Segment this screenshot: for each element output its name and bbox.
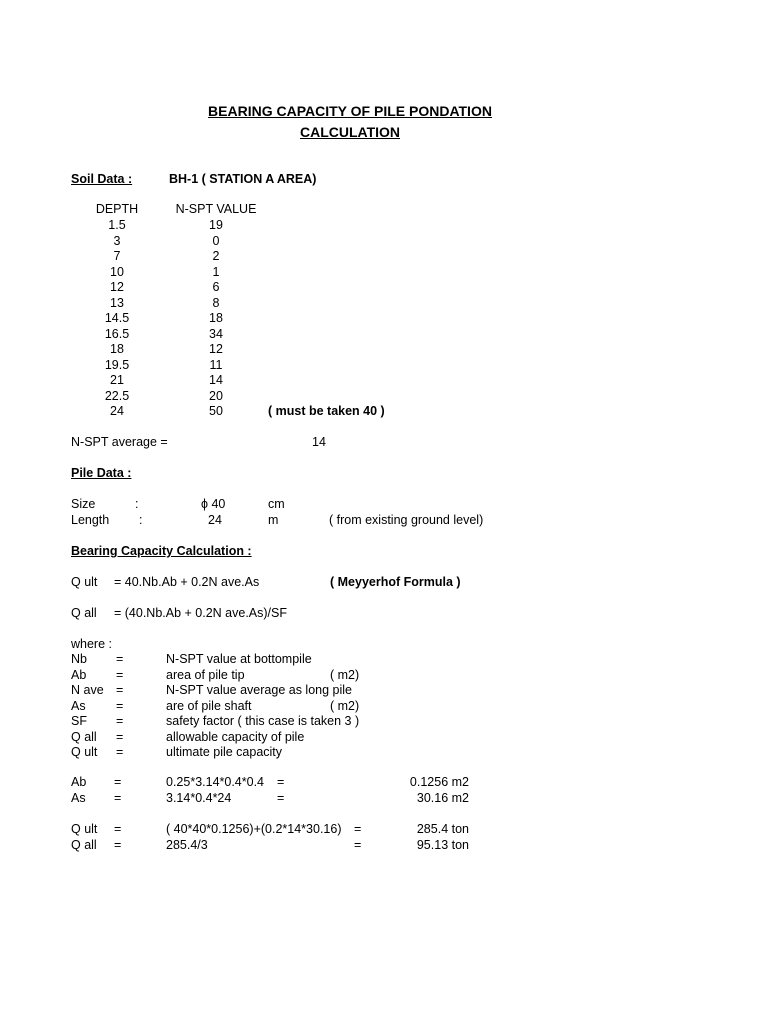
definition-unit: ( m2)	[330, 667, 360, 682]
definition-equals: =	[116, 745, 124, 759]
definition-text: allowable capacity of pile	[166, 729, 305, 744]
definition-symbol: Nb	[71, 652, 87, 666]
definition-equals: =	[116, 667, 124, 682]
depth-cell: 14.5	[104, 311, 130, 325]
nspt-average-value: 14	[312, 435, 326, 449]
depth-cell: 1.5	[108, 218, 126, 232]
nspt-cell: 6	[212, 280, 220, 294]
nspt-cell: 18	[209, 311, 223, 325]
definition-text: are of pile shaft	[166, 698, 252, 713]
length-label: Length	[71, 513, 110, 527]
qall-result: 95.13 ton	[416, 838, 469, 852]
ab-symbol: Ab	[71, 775, 87, 789]
definition-symbol: As	[71, 698, 86, 713]
pile-data-heading: Pile Data :	[71, 466, 132, 480]
nspt-cell: 19	[209, 218, 223, 232]
title-line-2: CALCULATION	[299, 124, 401, 140]
depth-cell: 22.5	[104, 388, 130, 403]
qall-expression: 285.4/3	[166, 838, 208, 852]
as-symbol: As	[71, 791, 86, 805]
nspt-cell: 1	[212, 264, 220, 279]
depth-cell: 24	[110, 404, 124, 418]
qult-expression: ( 40*40*0.1256)+(0.2*14*30.16)	[166, 822, 342, 836]
qult-label: Q ult	[71, 575, 98, 589]
definition-equals: =	[116, 729, 124, 744]
size-unit: cm	[268, 497, 285, 511]
definition-symbol: Q all	[71, 729, 97, 744]
soil-data-heading: Soil Data :	[71, 172, 133, 186]
nspt-note: ( must be taken 40 )	[268, 404, 385, 418]
definition-text: safety factor ( this case is taken 3 )	[166, 714, 360, 728]
qult-formula: = 40.Nb.Ab + 0.2N ave.As	[114, 575, 260, 589]
definition-equals: =	[116, 683, 124, 697]
definition-text: area of pile tip	[166, 667, 245, 682]
nspt-cell: 50	[209, 404, 223, 418]
nspt-cell: 20	[209, 388, 223, 403]
depth-cell: 10	[110, 264, 124, 279]
size-label: Size	[71, 497, 96, 511]
definition-symbol: N ave	[71, 683, 104, 697]
depth-cell: 7	[113, 249, 121, 263]
depth-cell: 12	[110, 280, 124, 294]
nspt-cell: 8	[212, 295, 220, 310]
nspt-cell: 12	[209, 342, 223, 356]
qult-result-equals: =	[114, 822, 122, 836]
depth-cell: 18	[110, 342, 124, 356]
ab-equals: =	[114, 775, 122, 789]
qall-result-equals-2: =	[354, 838, 362, 852]
nspt-cell: 14	[209, 373, 223, 387]
title-line-1: BEARING CAPACITY OF PILE PONDATION	[208, 103, 492, 119]
depth-cell: 13	[110, 295, 124, 310]
formula-note: ( Meyyerhof Formula )	[330, 575, 461, 589]
definition-equals: =	[116, 714, 124, 728]
nspt-column-header: N-SPT VALUE	[175, 202, 257, 216]
nspt-cell: 2	[212, 249, 220, 263]
size-value: ϕ 40	[201, 497, 226, 511]
as-equals-2: =	[277, 791, 285, 805]
length-colon: :	[139, 513, 143, 527]
depth-cell: 16.5	[104, 326, 130, 341]
qall-label: Q all	[71, 606, 97, 620]
nspt-average-label: N-SPT average =	[71, 435, 168, 449]
as-equals: =	[114, 791, 122, 805]
depth-cell: 3	[113, 233, 121, 248]
length-note: ( from existing ground level)	[329, 513, 484, 527]
nspt-cell: 0	[212, 233, 220, 248]
qall-formula: = (40.Nb.Ab + 0.2N ave.As)/SF	[114, 606, 287, 620]
nspt-cell: 34	[209, 326, 223, 341]
ab-result: 0.1256 m2	[409, 775, 469, 789]
qult-result: 285.4 ton	[416, 822, 469, 836]
definition-symbol: SF	[71, 714, 87, 728]
nspt-cell: 11	[209, 357, 223, 372]
qult-result-symbol: Q ult	[71, 822, 98, 836]
size-colon: :	[135, 497, 139, 511]
where-label: where :	[71, 637, 112, 651]
definition-symbol: Q ult	[71, 745, 98, 759]
definition-text: N-SPT value at bottompile	[166, 652, 312, 666]
ab-expression: 0.25*3.14*0.4*0.4	[166, 775, 265, 789]
length-value: 24	[208, 513, 222, 527]
definition-text: ultimate pile capacity	[166, 745, 283, 759]
qall-result-equals: =	[114, 838, 122, 852]
ab-equals-2: =	[277, 775, 285, 789]
borehole-label: BH-1 ( STATION A AREA)	[169, 172, 317, 186]
as-expression: 3.14*0.4*24	[166, 791, 232, 805]
qall-result-symbol: Q all	[71, 838, 97, 852]
depth-column-header: DEPTH	[95, 202, 139, 216]
definition-equals: =	[116, 698, 124, 713]
as-result: 30.16 m2	[416, 791, 469, 805]
definition-symbol: Ab	[71, 667, 87, 682]
depth-cell: 21	[110, 373, 124, 387]
length-unit: m	[268, 513, 279, 527]
calculation-heading: Bearing Capacity Calculation :	[71, 544, 252, 558]
qult-result-equals-2: =	[354, 822, 362, 836]
definition-unit: ( m2)	[330, 698, 360, 713]
definition-text: N-SPT value average as long pile	[166, 683, 352, 697]
definition-equals: =	[116, 652, 124, 666]
depth-cell: 19.5	[104, 357, 130, 372]
